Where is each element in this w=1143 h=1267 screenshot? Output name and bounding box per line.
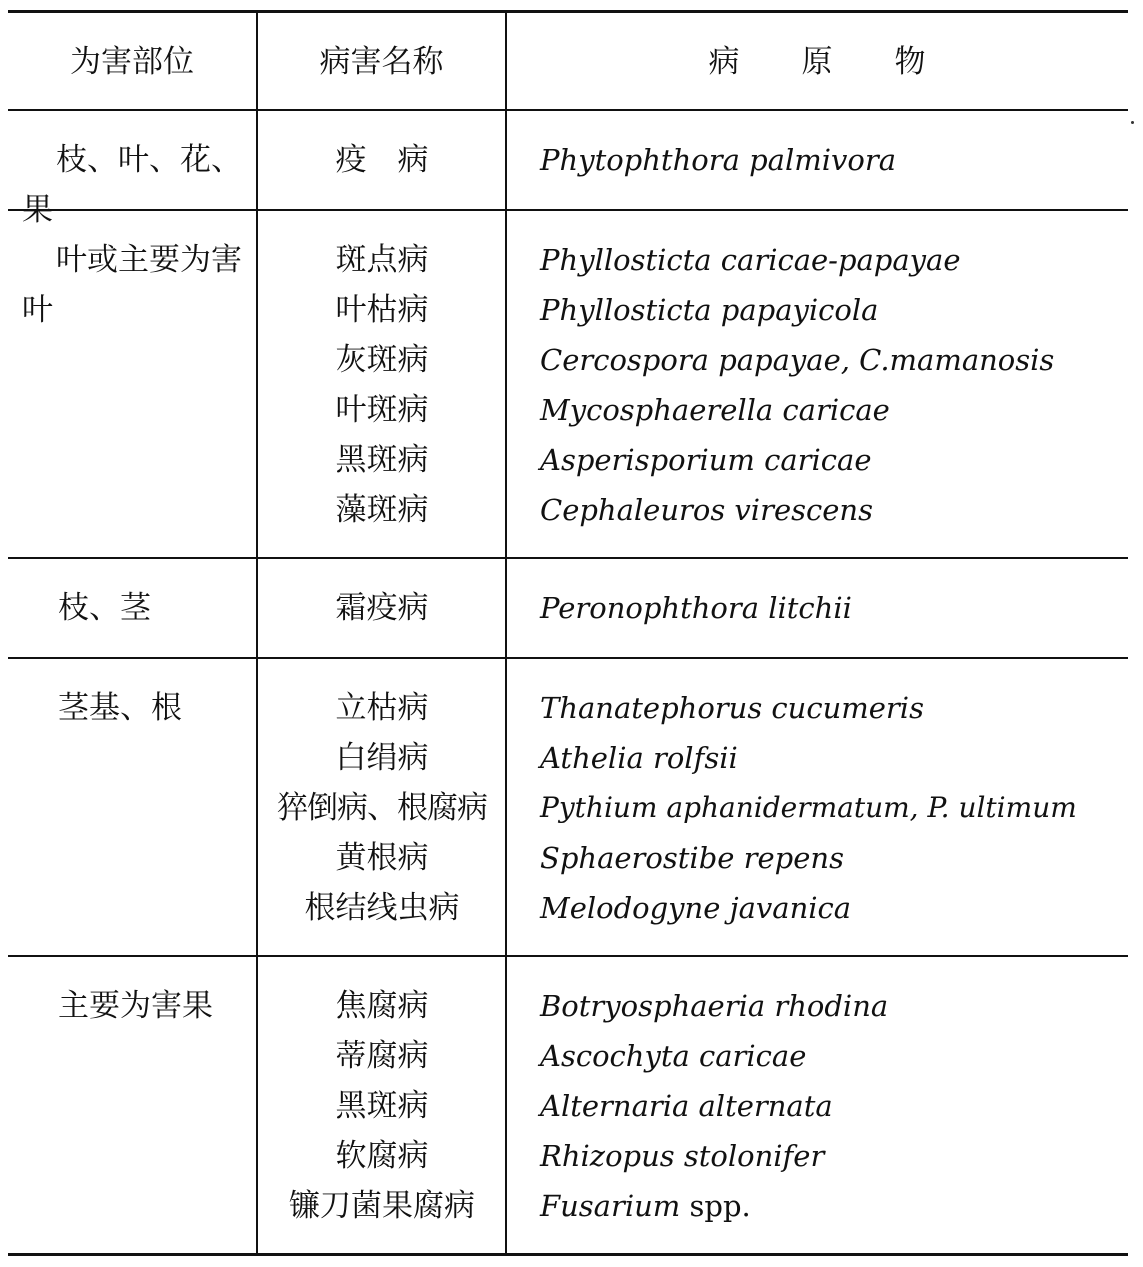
header-rule [8, 109, 1128, 111]
group-divider [8, 557, 1128, 559]
pathogen-name: Cephaleuros virescens [540, 493, 873, 527]
disease-name: 黑斑病 [335, 442, 429, 478]
pathogen-genus: Fusarium [540, 1189, 681, 1223]
pathogen-suffix: spp. [680, 1189, 751, 1223]
pathogen-name: Botryosphaeria rhodina [540, 989, 889, 1023]
group-divider [8, 955, 1128, 957]
pathogen-name [540, 1181, 1135, 1231]
group-location: 枝、叶、花、果 [22, 142, 242, 228]
disease-name: 藻斑病 [335, 492, 429, 528]
header-disease: 病害名称 [319, 44, 444, 80]
disease-name: 黄根病 [335, 840, 429, 876]
pathogen-name: Phyllosticta caricae-papayae [540, 243, 961, 277]
disease-name: 镰刀菌果腐病 [289, 1188, 475, 1224]
table-bottom-rule [8, 1253, 1128, 1256]
pathogen-name: Alternaria alternata [540, 1089, 833, 1123]
disease-name: 根结线虫病 [304, 890, 460, 926]
table-top-rule [8, 10, 1128, 13]
disease-name: 焦腐病 [335, 988, 429, 1024]
disease-name: 立枯病 [335, 690, 429, 726]
pathogen-name: Phytophthora palmivora [540, 143, 896, 177]
pathogen-name: Pythium aphanidermatum, P. ultimum [540, 791, 1077, 824]
disease-name: 斑点病 [335, 242, 429, 278]
pathogen-name: Rhizopus stolonifer [540, 1139, 825, 1173]
group-location: 枝、茎 [58, 590, 151, 626]
pathogen-name: Melodogyne javanica [540, 891, 852, 925]
pathogen-name: Ascochyta caricae [540, 1039, 807, 1073]
pathogen-name: Cercospora papayae, C.mamanosis [540, 343, 1055, 377]
disease-name: 黑斑病 [335, 1088, 429, 1124]
pathogen-name: Athelia rolfsii [540, 741, 738, 775]
stray-mark [1131, 121, 1134, 124]
pathogen-name: Thanatephorus cucumeris [540, 691, 924, 725]
pathogen-name: Mycosphaerella caricae [540, 393, 890, 427]
disease-name: 叶枯病 [335, 292, 429, 328]
pathogen-name: Peronophthora litchii [540, 591, 852, 625]
header-location: 为害部位 [70, 44, 194, 80]
header-pathogen: 病 原 物 [708, 44, 926, 80]
disease-name: 霜疫病 [335, 590, 429, 626]
disease-name: 软腐病 [335, 1138, 429, 1174]
group-divider [8, 657, 1128, 659]
group-location: 茎基、根 [58, 690, 182, 726]
disease-name: 白绢病 [335, 740, 429, 776]
group-location: 叶或主要为害叶 [22, 242, 242, 328]
pathogen-name: Asperisporium caricae [540, 443, 872, 477]
disease-name: 猝倒病、根腐病 [277, 790, 487, 826]
pathogen-name: Phyllosticta papayicola [540, 293, 879, 327]
disease-name: 疫 病 [335, 142, 429, 178]
group-location: 主要为害果 [58, 988, 213, 1024]
disease-name: 蒂腐病 [335, 1038, 429, 1074]
disease-name: 灰斑病 [335, 342, 429, 378]
disease-name: 叶斑病 [335, 392, 429, 428]
pathogen-name: Sphaerostibe repens [540, 841, 844, 875]
